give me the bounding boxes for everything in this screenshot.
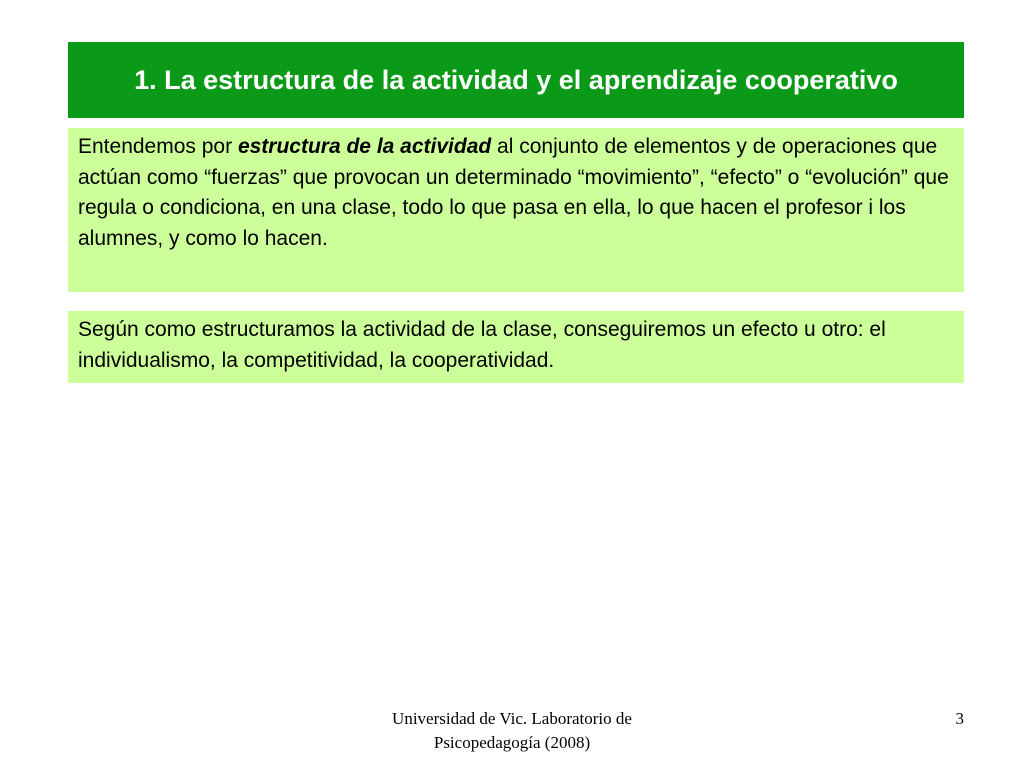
definition-box xyxy=(68,128,964,292)
effect-box xyxy=(68,311,964,383)
footer-line-1: Universidad de Vic. Laboratorio de xyxy=(392,709,632,728)
footer-line-2: Psicopedagogía (2008) xyxy=(433,733,591,752)
definition-emphasis: estructura de la actividad xyxy=(237,135,492,158)
definition-text-end: al conjunto de elementos y de operaciones que actúan como “fuerzas” que provocan un determinado “movimiento”, “efecto” o “evolución” que regula o condiciona, en una clase, todo lo que pasa en ella, lo que hacen el profesor i los alumnes, y como lo hacen. xyxy=(78,135,949,250)
footer xyxy=(352,707,672,755)
page-number: 3 xyxy=(955,709,964,728)
definition-text-start: Entendemos por xyxy=(78,135,238,158)
title-banner xyxy=(68,42,964,118)
slide-title: 1. La estructura de la actividad y el aprendizaje cooperativo xyxy=(134,64,898,95)
effect-text: Según como estructuramos la actividad de la clase, conseguiremos un efecto u otro: el individualismo, la competitividad, la cooperatividad. xyxy=(78,318,886,372)
